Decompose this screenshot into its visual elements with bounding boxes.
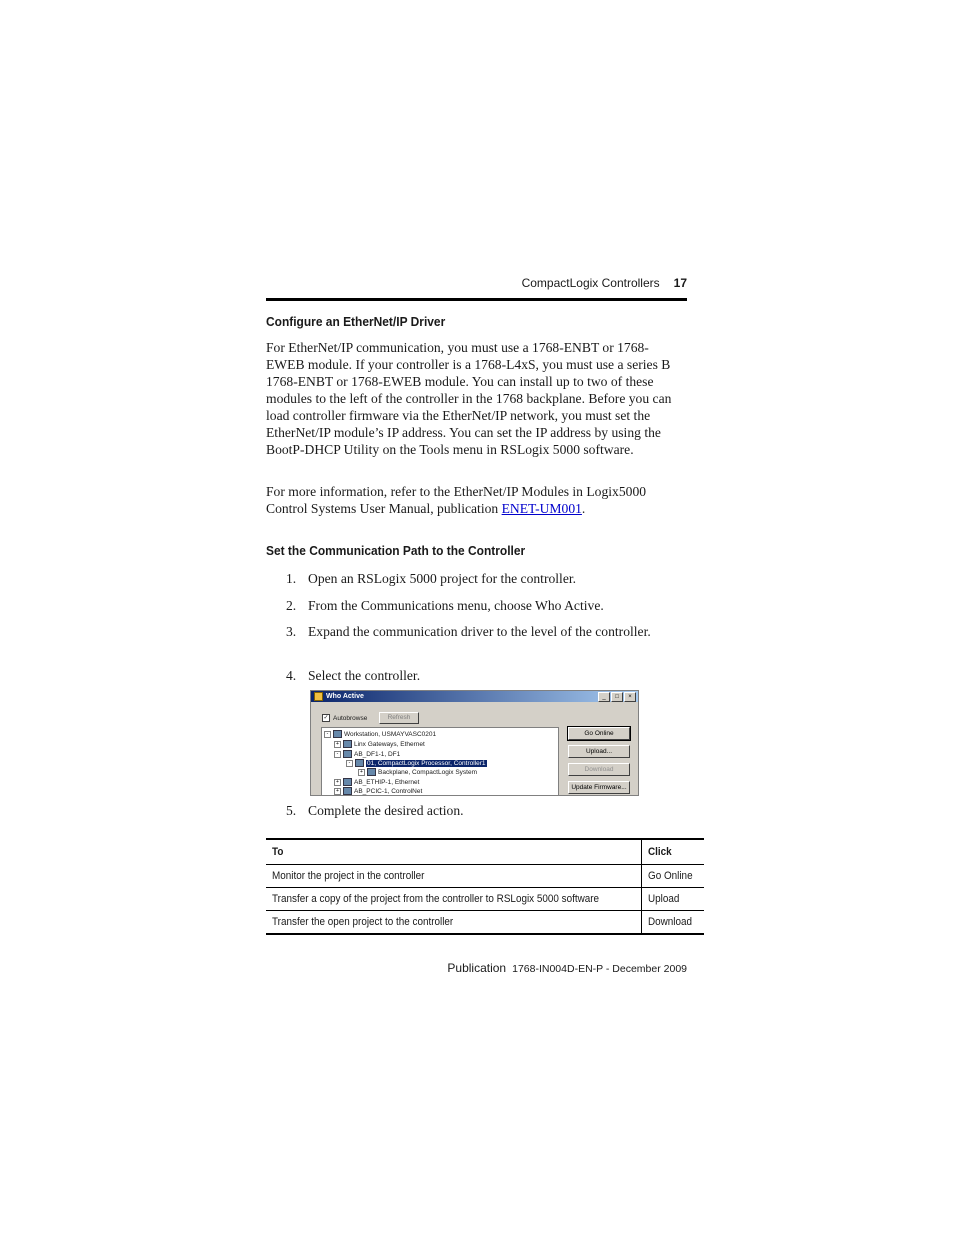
action-table bbox=[266, 838, 704, 935]
more-info-end: . bbox=[581, 501, 586, 516]
section-heading-comm-path: Set the Communication Path to the Controller bbox=[266, 543, 526, 558]
table-cell: Monitor the project in the controller bbox=[266, 865, 642, 888]
step-item bbox=[286, 597, 686, 614]
table-cell: Transfer the open project to the controller bbox=[266, 911, 642, 935]
tree-node[interactable]: - AB_DF1-1, DF1 bbox=[334, 750, 400, 758]
tree-node[interactable]: + AB_PCIC-1, ControlNet bbox=[334, 787, 422, 795]
step-item bbox=[286, 623, 686, 640]
upload-button[interactable]: Upload... bbox=[568, 745, 630, 758]
table-cell: Transfer a copy of the project from the controller to RSLogix 5000 software bbox=[266, 888, 642, 911]
page-header bbox=[266, 276, 687, 290]
who-active-screenshot bbox=[310, 690, 639, 796]
checkmark-icon: ✓ bbox=[323, 715, 329, 721]
table-cell: Upload bbox=[642, 888, 704, 911]
table-row bbox=[266, 888, 704, 911]
table-row bbox=[266, 911, 704, 935]
tree-node[interactable]: + Backplane, CompactLogix System bbox=[358, 768, 477, 776]
step-text: From the Communications menu, choose Who Active. bbox=[308, 598, 604, 613]
window-titlebar bbox=[311, 691, 638, 702]
network-icon bbox=[343, 740, 352, 748]
step-text: Complete the desired action. bbox=[308, 803, 464, 818]
step-text: Open an RSLogix 5000 project for the controller. bbox=[308, 571, 577, 586]
step-item bbox=[286, 667, 686, 684]
tree-node-controller[interactable]: - 01, CompactLogix Processor, Controller1 bbox=[346, 759, 487, 767]
backplane-icon bbox=[367, 768, 376, 776]
step-item bbox=[286, 802, 686, 819]
footer-label: Publication bbox=[447, 961, 507, 975]
table-cell: Download bbox=[642, 911, 704, 935]
step-number: 1. bbox=[286, 571, 297, 586]
autobrowse-checkbox[interactable] bbox=[322, 714, 367, 722]
page-number: 17 bbox=[673, 276, 687, 290]
window-controls bbox=[598, 692, 636, 702]
table-row bbox=[266, 865, 704, 888]
controller-icon bbox=[355, 759, 364, 767]
publication-number: 1768-IN004D-EN-P - December 2009 bbox=[512, 963, 687, 975]
maximize-icon[interactable]: □ bbox=[611, 692, 623, 702]
tree-node[interactable]: + AB_ETHIP-1, Ethernet bbox=[334, 778, 419, 786]
tree-node[interactable]: - Workstation, USMAYVASC0201 bbox=[324, 730, 436, 738]
step-number: 3. bbox=[286, 624, 297, 639]
enet-um001-link[interactable]: ENET-UM001 bbox=[501, 501, 582, 516]
refresh-button[interactable]: Refresh bbox=[379, 712, 419, 724]
driver-tree[interactable] bbox=[321, 727, 559, 796]
computer-icon bbox=[333, 730, 342, 738]
step-number: 5. bbox=[286, 803, 297, 818]
go-online-button[interactable]: Go Online bbox=[568, 727, 630, 740]
minimize-icon[interactable]: _ bbox=[598, 692, 610, 702]
window-title: Who Active bbox=[326, 693, 364, 700]
more-info-text: For more information, refer to the EtherNet/IP Modules in Logix5000 Control Systems User Manual, publication bbox=[266, 484, 647, 516]
ethernet-paragraph: For EtherNet/IP communication, you must use a 1768-ENBT or 1768-EWEB module. If your controller is a 1768-L4xS, you must use a series B 1768-ENBT or 1768-EWEB module. You can install up to two of these modules to the left of the controller in the 1768 backplane. Before you can load controller firmware via the EtherNet/IP network, you must set the EtherNet/IP module’s IP address. You can set the IP address by using the BootP-DHCP Utility on the Tools menu in RSLogix 5000 software. bbox=[266, 340, 672, 457]
step-text: Select the controller. bbox=[308, 668, 421, 683]
network-icon bbox=[343, 750, 352, 758]
download-button[interactable]: Download bbox=[568, 763, 630, 776]
app-icon bbox=[314, 692, 323, 701]
column-header-to: To bbox=[266, 839, 642, 865]
step-number: 4. bbox=[286, 668, 297, 683]
autobrowse-label: Autobrowse bbox=[333, 714, 368, 722]
section-heading-ethernet: Configure an EtherNet/IP Driver bbox=[266, 314, 446, 329]
header-title: CompactLogix Controllers bbox=[521, 276, 660, 290]
network-icon bbox=[343, 787, 352, 795]
step-number: 2. bbox=[286, 598, 297, 613]
network-icon bbox=[343, 778, 352, 786]
page-footer bbox=[266, 961, 687, 975]
column-header-click: Click bbox=[642, 839, 704, 865]
close-icon[interactable]: × bbox=[624, 692, 636, 702]
update-firmware-button[interactable]: Update Firmware... bbox=[568, 781, 630, 794]
step-item bbox=[286, 570, 686, 587]
step-text: Expand the communication driver to the level of the controller. bbox=[308, 624, 651, 639]
header-rule bbox=[266, 298, 687, 301]
tree-node[interactable]: + Linx Gateways, Ethernet bbox=[334, 740, 425, 748]
table-cell: Go Online bbox=[642, 865, 704, 888]
table-header-row bbox=[266, 839, 704, 865]
more-info-paragraph bbox=[266, 483, 687, 517]
